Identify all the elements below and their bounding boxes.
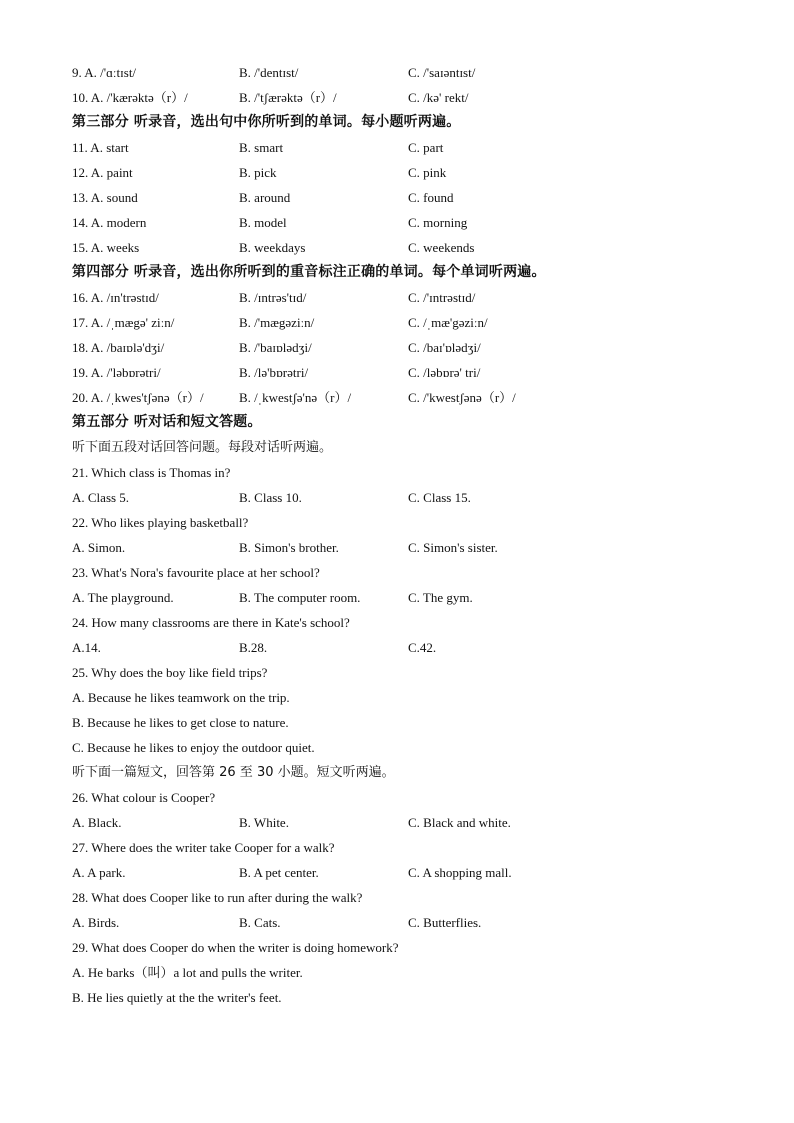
- option-b: B. Simon's brother.: [239, 540, 339, 555]
- option-c: C. /'ɪntrəstɪd/: [408, 290, 476, 305]
- section-heading: 第三部分 听录音，选出句中你所听到的单词。每小题听两遍。: [72, 114, 461, 130]
- option-a: 20. A. /ˌkwes'tʃənə（r）/: [72, 390, 204, 405]
- option-row: [72, 635, 732, 660]
- option-b: B. Cats.: [239, 915, 281, 930]
- question-text: A. He barks（叫）a lot and pulls the writer.: [72, 965, 303, 980]
- option-b: B. A pet center.: [239, 865, 319, 880]
- option-a: 9. A. /'ɑːtɪst/: [72, 65, 137, 80]
- option-a: 16. A. /ɪn'trəstɪd/: [72, 290, 159, 305]
- question-text: 27. Where does the writer take Cooper for a walk?: [72, 840, 335, 855]
- option-row: [72, 160, 732, 185]
- option-a: 13. A. sound: [72, 190, 138, 205]
- option-b: B. /'baɪɒlədʒi/: [239, 340, 312, 355]
- option-c: C. found: [408, 190, 454, 205]
- exam-page: [72, 60, 732, 1010]
- question-text: C. Because he likes to enjoy the outdoor quiet.: [72, 740, 315, 755]
- question-text: 26. What colour is Cooper?: [72, 790, 216, 805]
- section-heading: 第五部分 听对话和短文答题。: [72, 414, 262, 430]
- option-c: C. Class 15.: [408, 490, 471, 505]
- option-c: C. morning: [408, 215, 468, 230]
- question-text: 29. What does Cooper do when the writer is doing homework?: [72, 940, 399, 955]
- instruction-text: 听下面五段对话回答问题。每段对话听两遍。: [72, 440, 333, 455]
- option-a: 14. A. modern: [72, 215, 147, 230]
- option-row: [72, 810, 732, 835]
- option-a: 17. A. /ˌmægə' ziːn/: [72, 315, 175, 330]
- option-row: [72, 910, 732, 935]
- option-b: B. /lə'bɒrətri/: [239, 365, 309, 380]
- option-b: B. weekdays: [239, 240, 306, 255]
- question-text: A. Because he likes teamwork on the trip.: [72, 690, 290, 705]
- section-heading: 第四部分 听录音，选出你所听到的重音标注正确的单词。每个单词听两遍。: [72, 264, 546, 280]
- option-b: B. /'mægəziːn/: [239, 315, 315, 330]
- option-b: B. Class 10.: [239, 490, 302, 505]
- option-c: C. /'kwestʃənə（r）/: [408, 390, 516, 405]
- option-c: C. Simon's sister.: [408, 540, 498, 555]
- option-a: 15. A. weeks: [72, 240, 140, 255]
- option-a: A.14.: [72, 640, 101, 655]
- question-text: 25. Why does the boy like field trips?: [72, 665, 268, 680]
- option-c: C. pink: [408, 165, 447, 180]
- option-row: [72, 85, 732, 110]
- option-c: C. part: [408, 140, 444, 155]
- option-c: C. Black and white.: [408, 815, 511, 830]
- question-text: 22. Who likes playing basketball?: [72, 515, 249, 530]
- option-b: B. pick: [239, 165, 277, 180]
- option-b: B. /'tʃærəktə（r）/: [239, 90, 337, 105]
- option-a: A. Black.: [72, 815, 122, 830]
- option-row: [72, 385, 732, 410]
- option-row: [72, 860, 732, 885]
- option-c: C. Butterflies.: [408, 915, 482, 930]
- option-b: B. White.: [239, 815, 289, 830]
- option-b: B.28.: [239, 640, 268, 655]
- option-row: [72, 335, 732, 360]
- option-b: B. smart: [239, 140, 284, 155]
- option-a: 12. A. paint: [72, 165, 133, 180]
- option-c: C.42.: [408, 640, 437, 655]
- option-b: B. around: [239, 190, 291, 205]
- option-c: C. The gym.: [408, 590, 473, 605]
- option-b: B. model: [239, 215, 287, 230]
- option-c: C. weekends: [408, 240, 475, 255]
- option-c: C. /kə' rekt/: [408, 90, 469, 105]
- option-a: A. Simon.: [72, 540, 126, 555]
- question-text: 21. Which class is Thomas in?: [72, 465, 231, 480]
- option-b: B. /'dentɪst/: [239, 65, 299, 80]
- option-a: 18. A. /baɪɒlə'dʒi/: [72, 340, 165, 355]
- option-row: [72, 235, 732, 260]
- option-row: [72, 60, 732, 85]
- option-a: A. Class 5.: [72, 490, 130, 505]
- question-text: B. He lies quietly at the the writer's feet.: [72, 990, 282, 1005]
- option-a: 11. A. start: [72, 140, 129, 155]
- option-c: C. /ˌmæ'gəziːn/: [408, 315, 488, 330]
- option-c: C. /baɪ'ɒlədʒi/: [408, 340, 481, 355]
- question-text: 23. What's Nora's favourite place at her school?: [72, 565, 320, 580]
- option-row: [72, 585, 732, 610]
- instruction-text: 听下面一篇短文，回答第 26 至 30 小题。短文听两遍。: [72, 765, 395, 780]
- option-a: A. Birds.: [72, 915, 120, 930]
- option-a: 19. A. /'ləbɒrətri/: [72, 365, 161, 380]
- question-text: 28. What does Cooper like to run after during the walk?: [72, 890, 363, 905]
- option-row: [72, 210, 732, 235]
- option-a: A. The playground.: [72, 590, 174, 605]
- option-b: B. /ɪntrəs'tɪd/: [239, 290, 307, 305]
- question-text: B. Because he likes to get close to nature.: [72, 715, 289, 730]
- option-row: [72, 535, 732, 560]
- option-row: [72, 185, 732, 210]
- option-row: [72, 285, 732, 310]
- question-text: 24. How many classrooms are there in Kate's school?: [72, 615, 350, 630]
- option-row: [72, 360, 732, 385]
- option-b: B. The computer room.: [239, 590, 361, 605]
- option-c: C. /ləbɒrə' tri/: [408, 365, 481, 380]
- option-row: [72, 485, 732, 510]
- option-c: C. /'saɪəntɪst/: [408, 65, 476, 80]
- option-a: A. A park.: [72, 865, 126, 880]
- option-row: [72, 310, 732, 335]
- option-c: C. A shopping mall.: [408, 865, 512, 880]
- option-row: [72, 135, 732, 160]
- option-a: 10. A. /'kærəktə（r）/: [72, 90, 188, 105]
- option-b: B. /ˌkwestʃə'nə（r）/: [239, 390, 352, 405]
